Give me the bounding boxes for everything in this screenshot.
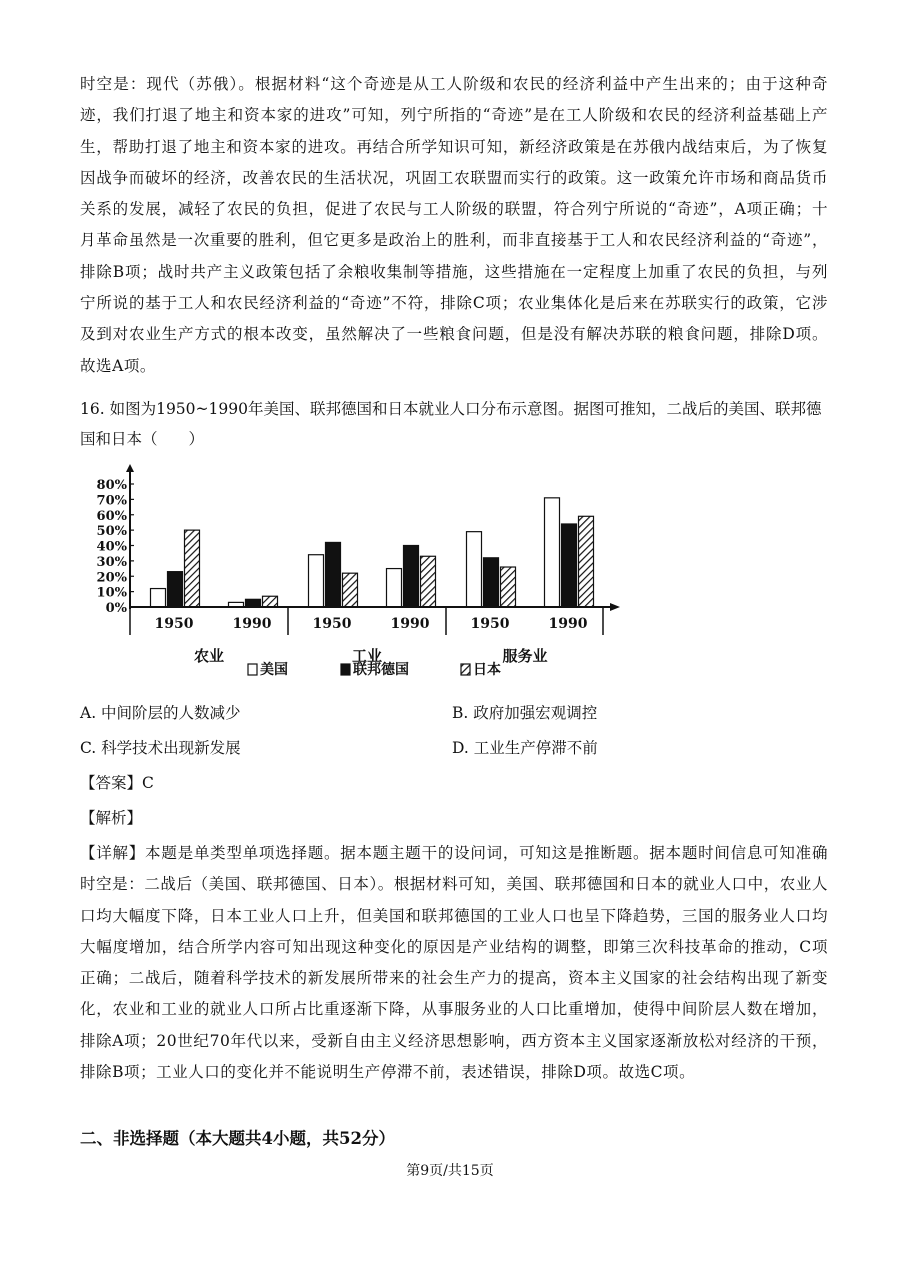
page-footer: 第9页/共15页 bbox=[406, 1163, 494, 1179]
option-c: C. 科学技术出现新发展 bbox=[80, 739, 241, 757]
year-label: 1950 bbox=[470, 616, 510, 632]
bar bbox=[421, 556, 436, 607]
detail-paragraph: 【详解】本题是单类型单项选择题。据本题主题干的设问词，可知这是推断题。据本题时间信息可知准确时空是：二战后（美国、联邦德国、日本）。根据材料可知，美国、联邦德国和日本的就业人口中，农业人口均大幅度下降，日本工业人口上升，但美国和联邦德国的工业人口也呈下降趋势，三国的服务业人口均大幅度增加，结合所学内容可知出现这种变化的原因是产业结构的调整，即第三次科技革命的推动，C项正确；二战后，随着科学技术的新发展所带来的社会生产力的提高，资本主义国家的社会结构出现了新变化，农业和工业的就业人口所占比重逐渐下降，从事服务业的人口比重增加，使得中间阶层人数在增加，排除A项；20世纪70年代以来，受新自由主义经济思想影响，西方资本主义国家逐渐放松对经济的干预，排除B项；工业人口的变化并不能说明生产停滞不前，表述错误，排除D项。故选C项。 bbox=[80, 844, 828, 1082]
legend-swatch bbox=[341, 664, 350, 675]
chart-legend bbox=[248, 661, 501, 678]
year-label: 1990 bbox=[232, 616, 272, 632]
y-tick-label: 70% bbox=[96, 493, 127, 509]
bar bbox=[579, 516, 594, 607]
y-axis bbox=[97, 464, 134, 616]
x-axis bbox=[130, 603, 620, 665]
y-tick-label: 0% bbox=[105, 601, 127, 616]
y-axis-arrow bbox=[126, 464, 134, 472]
legend-swatch bbox=[248, 664, 257, 675]
legend-label: 联邦德国 bbox=[353, 662, 409, 678]
chart-bars bbox=[151, 498, 594, 607]
y-tick-label: 60% bbox=[96, 508, 127, 524]
question-line-1: 16. 如图为1950~1990年美国、联邦德国和日本就业人口分布示意图。据图可推知，二战后的美国、联邦德 bbox=[80, 400, 822, 418]
bar bbox=[387, 569, 402, 607]
option-d: D. 工业生产停滞不前 bbox=[452, 739, 598, 757]
option-b: B. 政府加强宏观调控 bbox=[452, 704, 598, 722]
employment-chart bbox=[78, 462, 648, 692]
y-tick-label: 30% bbox=[96, 554, 127, 570]
bar bbox=[484, 558, 499, 607]
x-axis-arrow bbox=[610, 603, 620, 611]
y-tick-label: 50% bbox=[96, 524, 127, 540]
year-label: 1950 bbox=[312, 616, 352, 632]
question-line-2: 国和日本（ ） bbox=[80, 430, 205, 448]
bar bbox=[545, 498, 560, 607]
legend-label: 日本 bbox=[473, 662, 501, 678]
legend-swatch bbox=[461, 664, 470, 675]
y-tick-label: 20% bbox=[96, 570, 127, 586]
bar bbox=[151, 589, 166, 607]
bar bbox=[326, 542, 341, 607]
analysis-label: 【解析】 bbox=[80, 809, 143, 827]
y-tick-label: 10% bbox=[96, 585, 127, 601]
answer-line: 【答案】C bbox=[80, 774, 154, 792]
bar bbox=[168, 572, 183, 607]
section-heading: 二、非选择题（本大题共4小题，共52分） bbox=[80, 1129, 395, 1148]
group-label: 工业 bbox=[351, 647, 383, 665]
bar bbox=[309, 555, 324, 607]
year-label: 1950 bbox=[154, 616, 194, 632]
year-label: 1990 bbox=[390, 616, 430, 632]
group-label: 农业 bbox=[193, 647, 225, 665]
year-label: 1990 bbox=[548, 616, 588, 632]
intro-paragraph: 时空是：现代（苏俄）。根据材料“这个奇迹是从工人阶级和农民的经济利益中产生出来的；由于这种奇迹，我们打退了地主和资本家的进攻”可知，列宁所指的“奇迹”是在工人阶级和农民的经济利益基础上产生，帮助打退了地主和资本家的进攻。再结合所学知识可知，新经济政策是在苏俄内战结束后，为了恢复因战争而破坏的经济，改善农民的生活状况，巩固工农联盟而实行的政策。这一政策允许市场和商品货币关系的发展，减轻了农民的负担，促进了农民与工人阶级的联盟，符合列宁所说的“奇迹”，A项正确；十月革命虽然是一次重要的胜利，但它更多是政治上的胜利，而非直接基于工人和农民经济利益的“奇迹”，排除B项；战时共产主义政策包括了余粮收集制等措施，这些措施在一定程度上加重了农民的负担，与列宁所说的基于工人和农民经济利益的“奇迹”不符，排除C项；农业集体化是后来在苏联实行的政策，它涉及到对农业生产方式的根本改变，虽然解决了一些粮食问题，但是没有解决苏联的粮食问题，排除D项。故选A项。 bbox=[80, 75, 828, 375]
legend-label: 美国 bbox=[260, 662, 288, 678]
y-tick-label: 40% bbox=[96, 539, 127, 555]
bar bbox=[263, 596, 278, 607]
y-tick-label: 80% bbox=[96, 478, 127, 493]
bar bbox=[343, 573, 358, 607]
bar bbox=[467, 532, 482, 607]
group-label: 服务业 bbox=[502, 647, 548, 665]
bar bbox=[562, 524, 577, 607]
bar bbox=[185, 530, 200, 607]
option-a: A. 中间阶层的人数减少 bbox=[80, 704, 241, 722]
bar bbox=[246, 599, 261, 607]
bar bbox=[404, 546, 419, 608]
bar bbox=[501, 567, 516, 607]
